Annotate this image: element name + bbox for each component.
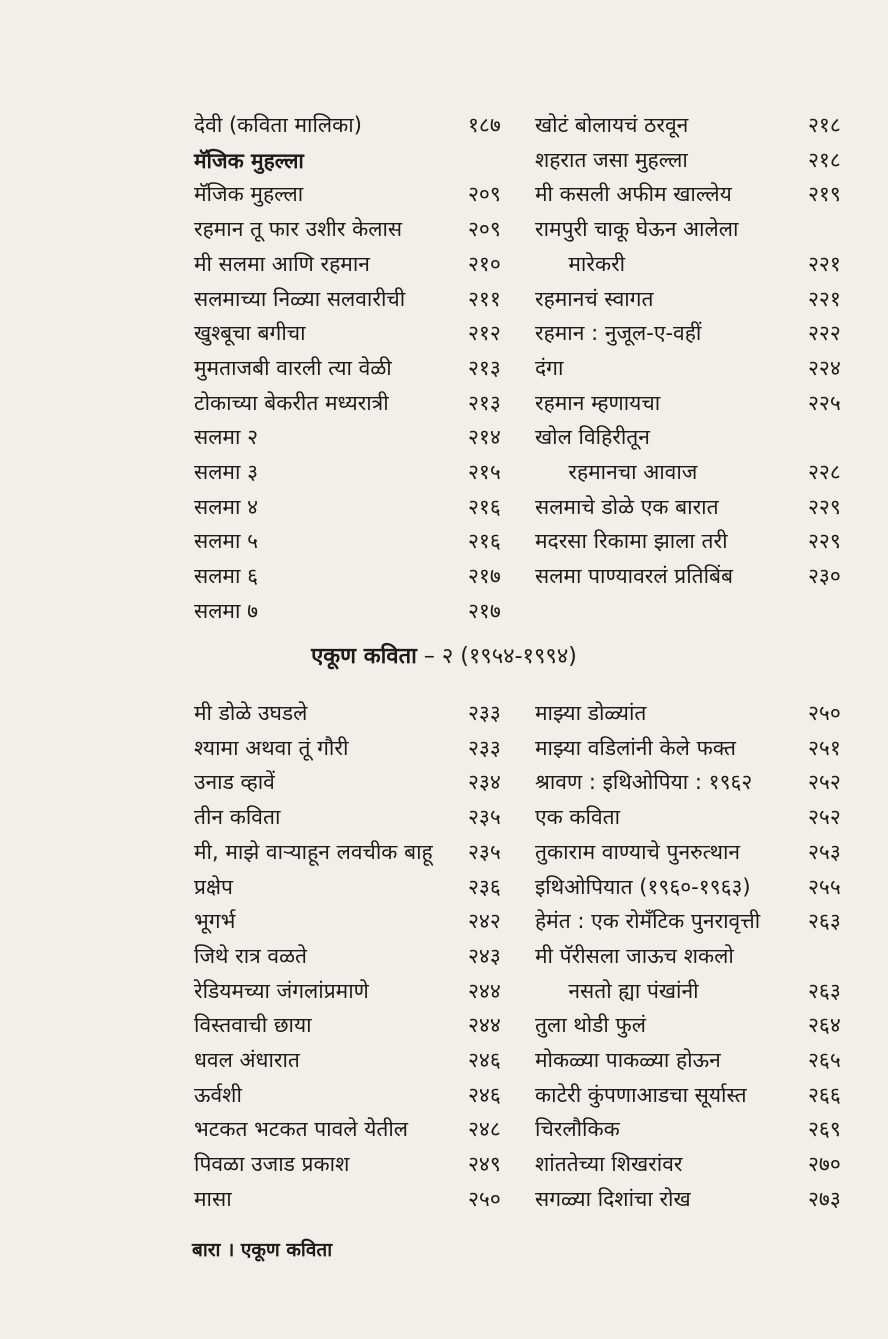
toc-entry-page: २३३: [468, 701, 501, 725]
toc-entry-page: २२५: [808, 390, 841, 415]
toc-entry-page: २१९: [808, 182, 841, 207]
toc-entry-title: मारेकरी: [535, 251, 626, 276]
toc-entry-title: धवल अंधारात: [194, 1048, 300, 1072]
toc-entry-page: १८७: [468, 113, 501, 137]
toc-entry-title: रहमान म्हणायचा: [535, 390, 661, 415]
toc-entry-page: २१७: [468, 598, 501, 623]
toc-entry-page: २७३: [808, 1186, 841, 1211]
toc-entry-title: नसतो ह्या पंखांनी: [535, 978, 699, 1003]
toc-entry-title: मोकळ्या पाकळ्या होऊन: [535, 1048, 721, 1072]
toc-entry-title: रेडियमच्या जंगलांप्रमाणे: [194, 978, 369, 1003]
toc-entry-page: २३०: [808, 564, 841, 589]
toc-entry-page: २४२: [468, 909, 501, 934]
toc-entry-title: सलमाचे डोळे एक बारात: [535, 494, 719, 519]
toc-entry-page: २६९: [808, 1117, 841, 1142]
toc-entry-page: २५२: [808, 805, 841, 830]
toc-entry-title: एक कविता: [535, 805, 621, 830]
toc-entry-title: पिवळा उजाड प्रकाश: [194, 1152, 350, 1177]
toc-entry-page: २१७: [468, 564, 501, 589]
toc-entry-title: सलमा ६: [194, 564, 259, 589]
toc-entry-title: शांततेच्या शिखरांवर: [535, 1152, 683, 1177]
section-title: [0, 640, 888, 670]
toc-entry-page: २५२: [808, 770, 841, 795]
section-title-bold: एकूण कविता: [311, 644, 417, 669]
toc-entry-page: २०९: [468, 217, 501, 242]
toc-entry-page: २६६: [808, 1082, 841, 1107]
toc-entry-title: सलमा ३: [194, 460, 259, 484]
toc-entry-page: २४६: [468, 1048, 501, 1072]
toc-entry-page: २१०: [468, 251, 501, 276]
toc-entry-page: २१५: [468, 460, 501, 484]
toc-entry-title: मुमताजबी वारली त्या वेळी: [194, 355, 392, 380]
toc-entry-page: २१४: [468, 425, 501, 450]
toc-entry-page: २३५: [468, 805, 501, 830]
toc-entry-title: माझ्या डोळ्यांत: [535, 701, 647, 725]
toc-entry-title: काटेरी कुंपणाआडचा सूर्यास्त: [535, 1082, 747, 1107]
toc-entry-title: खोल विहिरीतून: [535, 425, 650, 450]
toc-entry-title: सलमा २: [194, 425, 259, 450]
toc-entry-title: शहरात जसा मुहल्ला: [535, 147, 688, 172]
toc-entry-page: २१६: [468, 494, 501, 519]
toc-entry-page: २२४: [808, 355, 841, 380]
toc-entry-title: प्रक्षेप: [194, 874, 233, 899]
toc-entry-title: मॅजिक मुहल्ला: [194, 182, 304, 207]
toc-entry-title: मी सलमा आणि रहमान: [194, 251, 370, 276]
toc-entry-title: जिथे रात्र वळते: [194, 943, 308, 968]
toc-entry-title: रहमान तू फार उशीर केलास: [194, 217, 403, 242]
toc-entry-page: २२९: [808, 529, 841, 554]
toc-entry-title: सलमा ७: [194, 598, 259, 623]
toc-entry-title: देवी (कविता मालिका): [194, 113, 362, 137]
toc-entry-title: तीन कविता: [194, 805, 281, 830]
toc-entry-title: चिरलौकिक: [535, 1117, 620, 1142]
toc-entry-page: २३३: [468, 735, 501, 760]
toc-entry-title: रामपुरी चाकू घेऊन आलेला: [535, 217, 739, 242]
toc-entry-title: ऊर्वशी: [194, 1082, 242, 1107]
toc-entry-title: तुला थोडी फुलं: [535, 1013, 646, 1038]
toc-entry-page: २४३: [468, 943, 501, 968]
toc-entry-page: २२८: [808, 460, 841, 484]
toc-entry-page: २५३: [808, 839, 841, 864]
toc-entry-page: २४९: [468, 1152, 501, 1177]
toc-entry-title: सलमा ५: [194, 529, 259, 554]
toc-entry-title: मासा: [194, 1186, 232, 1211]
toc-entry-title: इथिओपियात (१९६०-१९६३): [535, 874, 751, 899]
toc-entry-page: २५०: [468, 1186, 501, 1211]
toc-entry-title: भूगर्भ: [194, 909, 236, 934]
toc-entry-page: २५५: [808, 874, 841, 899]
toc-entry-title: श्यामा अथवा तूं गौरी: [194, 735, 349, 760]
toc-entry-title: सलमाच्या निळ्या सलवारीची: [194, 286, 406, 311]
toc-entry-page: २४६: [468, 1082, 501, 1107]
toc-entry-page: २६३: [808, 978, 841, 1003]
toc-entry-page: २२१: [808, 251, 841, 276]
toc-entry-title: खोटं बोलायचं ठरवून: [535, 113, 689, 137]
toc-entry-page: २४८: [468, 1117, 501, 1142]
toc-entry-page: २२९: [808, 494, 841, 519]
toc-entry-page: २२२: [808, 321, 841, 346]
toc-entry-page: २५०: [808, 701, 841, 725]
toc-entry-page: २३५: [468, 839, 501, 864]
toc-entry-title: सलमा ४: [194, 494, 259, 519]
toc-entry-page: २३४: [468, 770, 501, 795]
toc-entry-title: सगळ्या दिशांचा रोख: [535, 1186, 691, 1211]
toc-entry-title: मी, माझे वाऱ्याहून लवचीक बाहू: [194, 839, 433, 864]
section-title-range: – २ (१९५४-१९९४): [416, 644, 577, 669]
toc-entry-page: २१२: [468, 321, 501, 346]
toc-subheading: मॅजिक मुहल्ला: [194, 148, 304, 173]
toc-entry-title: रहमान : नुजूल-ए-वहीं: [535, 321, 702, 346]
toc-entry-title: श्रावण : इथिओपिया : १९६२: [535, 770, 753, 795]
toc-entry-title: रहमानचं स्वागत: [535, 286, 654, 311]
toc-entry-page: २४४: [468, 978, 501, 1003]
toc-entry-title: भटकत भटकत पावले येतील: [194, 1117, 409, 1142]
toc-entry-title: दंगा: [535, 355, 564, 380]
toc-entry-title: सलमा पाण्यावरलं प्रतिबिंब: [535, 564, 734, 589]
toc-entry-title: विस्तवाची छाया: [194, 1013, 312, 1038]
toc-entry-page: २१६: [468, 529, 501, 554]
toc-entry-page: २०९: [468, 182, 501, 207]
toc-entry-page: २५१: [808, 735, 841, 760]
toc-entry-page: २४४: [468, 1013, 501, 1038]
toc-entry-page: २६५: [808, 1048, 841, 1072]
toc-entry-page: २७०: [808, 1152, 841, 1177]
toc-entry-page: २१३: [468, 390, 501, 415]
toc-entry-title: मदरसा रिकामा झाला तरी: [535, 529, 728, 554]
toc-entry-page: २३६: [468, 874, 501, 899]
toc-entry-title: उनाड व्हावें: [194, 770, 275, 795]
toc-entry-title: खुश्बूचा बगीचा: [194, 321, 306, 346]
toc-entry-title: मी कसली अफीम खाल्लेय: [535, 182, 732, 207]
toc-entry-page: २१८: [808, 147, 841, 172]
toc-entry-title: हेमंत : एक रोमँटिक पुनरावृत्ती: [535, 909, 761, 934]
toc-entry-title: मी डोळे उघडले: [194, 701, 308, 725]
toc-entry-page: २६३: [808, 909, 841, 934]
page-footer: बारा । एकूण कविता: [192, 1239, 333, 1261]
toc-entry-title: टोकाच्या बेकरीत मध्यरात्री: [194, 390, 389, 415]
toc-entry-page: २११: [468, 286, 501, 311]
toc-entry-page: २१३: [468, 355, 501, 380]
toc-entry-page: २२१: [808, 286, 841, 311]
toc-entry-title: रहमानचा आवाज: [535, 460, 698, 484]
toc-entry-title: मी पॅरीसला जाऊच शकलो: [535, 943, 734, 968]
toc-entry-title: माझ्या वडिलांनी केले फक्त: [535, 735, 736, 760]
toc-entry-page: २१८: [808, 113, 841, 137]
toc-entry-title: तुकाराम वाण्याचे पुनरुत्थान: [535, 839, 741, 864]
toc-entry-page: २६४: [808, 1013, 841, 1038]
